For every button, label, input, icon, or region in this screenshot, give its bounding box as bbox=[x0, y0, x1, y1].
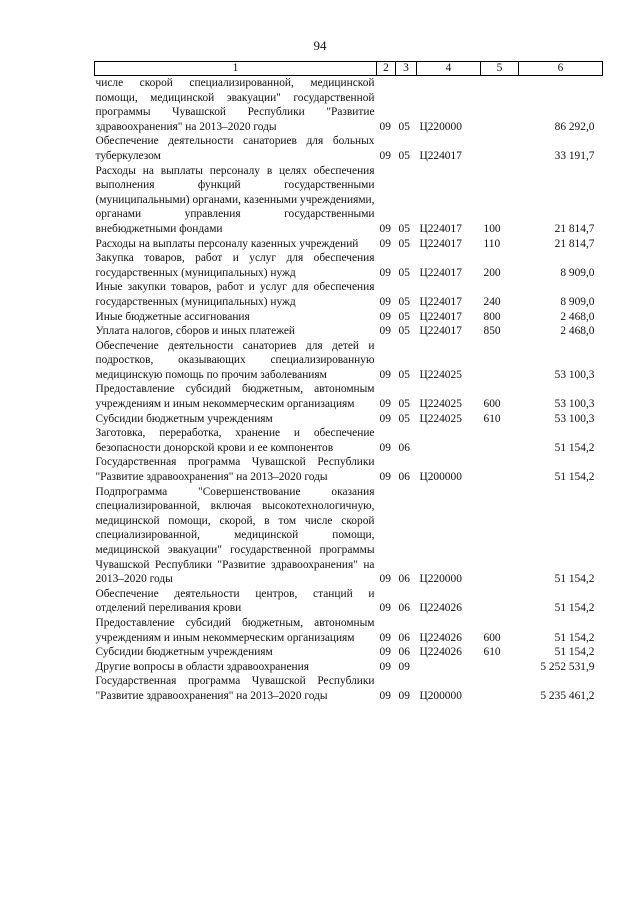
row-name-cell: Уплата налогов, сборов и иных платежей bbox=[95, 325, 295, 338]
row-target-item-cell bbox=[417, 426, 481, 455]
column-header-subsection: 3 bbox=[396, 62, 417, 76]
row-name-cell: Субсидии бюджетным учреждениям bbox=[95, 646, 273, 659]
row-name-cell: Государственная программа Чувашской Республики "Развитие здравоохранения" на 2013–2020 годы bbox=[95, 456, 375, 484]
row-expense-type-cell bbox=[481, 339, 519, 383]
row-expense-type-cell: 800 bbox=[483, 310, 501, 323]
row-subsection-cell: 05 bbox=[398, 237, 410, 250]
row-name-cell: Закупка товаров, работ и услуг для обеспечения государственных (муниципальных) нужд bbox=[95, 252, 375, 279]
table-row bbox=[95, 674, 603, 703]
row-section-cell: 09 bbox=[379, 441, 391, 454]
row-target-item-cell: Ц224026 bbox=[419, 602, 462, 615]
row-section-cell: 09 bbox=[379, 631, 391, 644]
table-row bbox=[95, 76, 603, 135]
row-target-item-cell: Ц224017 bbox=[419, 295, 462, 308]
row-section-cell: 09 bbox=[379, 646, 391, 659]
row-amount-cell: 51 154,2 bbox=[554, 471, 595, 484]
row-target-item-cell: Ц200000 bbox=[419, 689, 462, 702]
row-name-cell: Расходы на выплаты персоналу в целях обеспечения выполнения функций государственными (муниципальными) органами, казенными учреждениями, органами управления государственными внебюджетными фондами bbox=[95, 164, 375, 235]
column-header-expense-type: 5 bbox=[481, 62, 519, 76]
row-section-cell: 09 bbox=[379, 266, 391, 279]
row-target-item-cell: Ц220000 bbox=[419, 120, 462, 133]
table-header-row bbox=[95, 62, 603, 76]
table-row bbox=[95, 485, 603, 587]
row-expense-type-cell bbox=[481, 587, 519, 616]
row-section-cell: 09 bbox=[379, 310, 391, 323]
row-name-cell: Иные бюджетные ассигнования bbox=[95, 310, 250, 323]
row-expense-type-cell bbox=[481, 674, 519, 703]
row-target-item-cell bbox=[417, 660, 481, 675]
row-amount-cell: 53 100,3 bbox=[554, 412, 595, 425]
table-row bbox=[95, 280, 603, 309]
row-name-cell: Заготовка, переработка, хранение и обеспечение безопасности донорской крови и ее компонентов bbox=[95, 427, 375, 454]
row-section-cell: 09 bbox=[379, 237, 391, 250]
row-subsection-cell: 05 bbox=[398, 368, 410, 381]
table-row bbox=[95, 645, 603, 660]
row-subsection-cell: 06 bbox=[398, 573, 410, 586]
row-amount-cell: 51 154,2 bbox=[554, 441, 595, 454]
row-amount-cell: 8 909,0 bbox=[560, 295, 595, 308]
row-target-item-cell: Ц224017 bbox=[419, 222, 462, 235]
row-target-item-cell: Ц224025 bbox=[419, 368, 462, 381]
row-subsection-cell: 05 bbox=[398, 149, 410, 162]
row-name-cell: Предоставление субсидий бюджетным, автономным учреждениям и иным некоммерческим организациям bbox=[95, 616, 375, 644]
row-section-cell: 09 bbox=[379, 471, 391, 484]
row-subsection-cell: 06 bbox=[398, 471, 410, 484]
row-amount-cell: 86 292,0 bbox=[554, 120, 595, 133]
table-body bbox=[95, 76, 603, 704]
table-row bbox=[95, 455, 603, 484]
row-name-cell: Обеспечение деятельности центров, станций и отделений переливания крови bbox=[95, 587, 375, 615]
row-target-item-cell: Ц224026 bbox=[419, 631, 462, 644]
table-row bbox=[95, 660, 603, 675]
table-row bbox=[95, 616, 603, 645]
table-row bbox=[95, 587, 603, 616]
row-section-cell: 09 bbox=[379, 368, 391, 381]
table-row bbox=[95, 310, 603, 325]
row-name-cell: Подпрограмма "Совершенствование оказания специализированной, включая высокотехнологичную, медицинской помощи, скорой, в том числе скорой специализированной, медицинской помощи, медицинской эвакуации" государственной программы Чувашской Республики "Развитие здравоохранения" на 2013–2020 годы bbox=[95, 485, 375, 586]
budget-table bbox=[94, 61, 603, 704]
row-amount-cell: 5 252 531,9 bbox=[540, 660, 595, 673]
row-section-cell: 09 bbox=[379, 412, 391, 425]
table-row bbox=[95, 426, 603, 455]
row-subsection-cell: 09 bbox=[398, 689, 410, 702]
row-section-cell: 09 bbox=[379, 222, 391, 235]
column-header-section: 2 bbox=[377, 62, 396, 76]
row-amount-cell: 51 154,2 bbox=[554, 631, 595, 644]
row-subsection-cell: 06 bbox=[398, 441, 410, 454]
row-name-cell: числе скорой специализированной, медицинской помощи, медицинской эвакуации" государственной программы Чувашской Республики "Развитие здравоохранения" на 2013–2020 годы bbox=[95, 77, 375, 133]
row-subsection-cell: 05 bbox=[398, 222, 410, 235]
table-row bbox=[95, 324, 603, 339]
row-target-item-cell: Ц224017 bbox=[419, 266, 462, 279]
column-header-amount: 6 bbox=[519, 62, 603, 76]
row-amount-cell: 53 100,3 bbox=[554, 368, 595, 381]
row-expense-type-cell bbox=[481, 455, 519, 484]
row-expense-type-cell bbox=[481, 76, 519, 135]
row-section-cell: 09 bbox=[379, 602, 391, 615]
table-header bbox=[95, 62, 603, 76]
row-amount-cell: 51 154,2 bbox=[554, 573, 595, 586]
row-name-cell: Субсидии бюджетным учреждениям bbox=[95, 412, 273, 425]
table-row bbox=[95, 237, 603, 252]
row-expense-type-cell: 600 bbox=[483, 398, 501, 411]
table-row bbox=[95, 382, 603, 411]
row-amount-cell: 21 814,7 bbox=[554, 222, 595, 235]
row-name-cell: Другие вопросы в области здравоохранения bbox=[95, 660, 309, 673]
row-subsection-cell: 05 bbox=[398, 398, 410, 411]
row-name-cell: Обеспечение деятельности санаториев для больных туберкулезом bbox=[95, 135, 375, 162]
row-expense-type-cell: 610 bbox=[483, 412, 501, 425]
row-subsection-cell: 06 bbox=[398, 646, 410, 659]
page-number: 94 bbox=[313, 38, 327, 53]
row-expense-type-cell: 600 bbox=[483, 631, 501, 644]
row-target-item-cell: Ц224017 bbox=[419, 237, 462, 250]
row-name-cell: Иные закупки товаров, работ и услуг для обеспечения государственных (муниципальных) нужд bbox=[95, 281, 375, 308]
row-target-item-cell: Ц224017 bbox=[419, 310, 462, 323]
row-name-cell: Обеспечение деятельности санаториев для детей и подростков, оказывающих специализированную медицинскую помощь по прочим заболеваниям bbox=[95, 339, 375, 381]
row-section-cell: 09 bbox=[379, 660, 391, 673]
column-header-name: 1 bbox=[95, 62, 377, 76]
row-amount-cell: 21 814,7 bbox=[554, 237, 595, 250]
row-expense-type-cell: 610 bbox=[483, 646, 501, 659]
row-name-cell: Расходы на выплаты персоналу казенных учреждений bbox=[95, 237, 359, 250]
row-target-item-cell: Ц220000 bbox=[419, 573, 462, 586]
table-row bbox=[95, 412, 603, 427]
table-row bbox=[95, 251, 603, 280]
row-amount-cell: 51 154,2 bbox=[554, 602, 595, 615]
row-target-item-cell: Ц224026 bbox=[419, 646, 462, 659]
row-expense-type-cell: 110 bbox=[483, 237, 501, 250]
row-subsection-cell: 09 bbox=[398, 660, 410, 673]
table-row bbox=[95, 134, 603, 163]
row-expense-type-cell bbox=[481, 660, 519, 675]
row-name-cell: Государственная программа Чувашской Республики "Развитие здравоохранения" на 2013–2020 годы bbox=[95, 675, 375, 702]
column-header-target-item: 4 bbox=[417, 62, 481, 76]
row-subsection-cell: 05 bbox=[398, 325, 410, 338]
row-amount-cell: 33 191,7 bbox=[554, 149, 595, 162]
row-subsection-cell: 05 bbox=[398, 120, 410, 133]
row-amount-cell: 53 100,3 bbox=[554, 398, 595, 411]
row-section-cell: 09 bbox=[379, 149, 391, 162]
row-section-cell: 09 bbox=[379, 689, 391, 702]
row-target-item-cell: Ц224025 bbox=[419, 398, 462, 411]
row-amount-cell: 5 235 461,2 bbox=[540, 689, 595, 702]
row-subsection-cell: 05 bbox=[398, 412, 410, 425]
row-amount-cell: 2 468,0 bbox=[560, 310, 595, 323]
row-section-cell: 09 bbox=[379, 295, 391, 308]
row-target-item-cell: Ц224017 bbox=[419, 149, 462, 162]
row-section-cell: 09 bbox=[379, 325, 391, 338]
row-expense-type-cell bbox=[481, 485, 519, 587]
row-section-cell: 09 bbox=[379, 573, 391, 586]
row-subsection-cell: 05 bbox=[398, 266, 410, 279]
row-subsection-cell: 05 bbox=[398, 310, 410, 323]
row-target-item-cell: Ц224025 bbox=[419, 412, 462, 425]
table-row bbox=[95, 339, 603, 383]
row-expense-type-cell bbox=[481, 426, 519, 455]
row-amount-cell: 2 468,0 bbox=[560, 325, 595, 338]
row-expense-type-cell bbox=[481, 134, 519, 163]
row-expense-type-cell: 240 bbox=[483, 295, 501, 308]
row-subsection-cell: 06 bbox=[398, 602, 410, 615]
row-expense-type-cell: 100 bbox=[483, 222, 501, 235]
row-expense-type-cell: 850 bbox=[483, 325, 501, 338]
row-amount-cell: 51 154,2 bbox=[554, 646, 595, 659]
row-target-item-cell: Ц224017 bbox=[419, 325, 462, 338]
row-subsection-cell: 05 bbox=[398, 295, 410, 308]
row-amount-cell: 8 909,0 bbox=[560, 266, 595, 279]
row-section-cell: 09 bbox=[379, 398, 391, 411]
table-row bbox=[95, 164, 603, 237]
row-expense-type-cell: 200 bbox=[483, 266, 501, 279]
row-section-cell: 09 bbox=[379, 120, 391, 133]
row-name-cell: Предоставление субсидий бюджетным, автономным учреждениям и иным некоммерческим организациям bbox=[95, 383, 375, 411]
row-subsection-cell: 06 bbox=[398, 631, 410, 644]
row-target-item-cell: Ц200000 bbox=[419, 471, 462, 484]
